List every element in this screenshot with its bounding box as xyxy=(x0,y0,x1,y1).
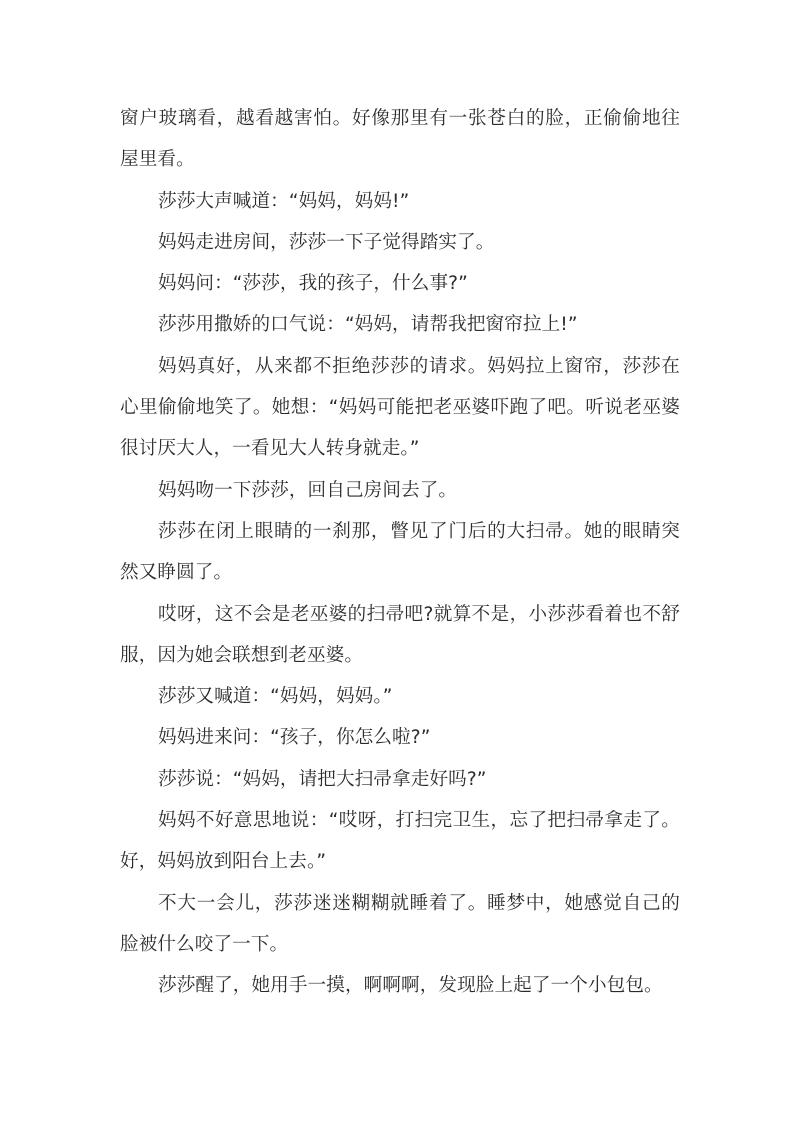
paragraph-6: 妈妈真好，从来都不拒绝莎莎的请求。妈妈拉上窗帘，莎莎在心里偷偷地笑了。她想：“妈妈可能把老巫婆吓跑了吧。听说老巫婆很讨厌大人，一看见大人转身就走。” xyxy=(120,355,680,460)
paragraph-9: 哎呀，这不会是老巫婆的扫帚吧?就算不是，小莎莎看着也不舒服，因为她会联想到老巫婆。 xyxy=(120,603,680,666)
paragraph-11: 妈妈进来问：“孩子，你怎么啦?” xyxy=(158,727,431,749)
paragraph-4: 妈妈问：“莎莎，我的孩子，什么事?” xyxy=(158,273,468,295)
paragraph-12: 莎莎说：“妈妈，请把大扫帚拿走好吗?” xyxy=(158,768,487,790)
paragraph-14: 不大一会儿，莎莎迷迷糊糊就睡着了。睡梦中，她感觉自己的脸被什么咬了一下。 xyxy=(120,892,680,955)
paragraph-1: 窗户玻璃看，越看越害怕。好像那里有一张苍白的脸，正偷偷地往屋里看。 xyxy=(120,108,680,171)
paragraph-10: 莎莎又喊道：“妈妈，妈妈。” xyxy=(158,686,393,708)
paragraph-3: 妈妈走进房间，莎莎一下子觉得踏实了。 xyxy=(158,231,495,253)
paragraph-7: 妈妈吻一下莎莎，回自己房间去了。 xyxy=(158,479,458,501)
paragraph-5: 莎莎用撒娇的口气说：“妈妈，请帮我把窗帘拉上!” xyxy=(158,314,578,336)
paragraph-15: 莎莎醒了，她用手一摸，啊啊啊，发现脸上起了一个小包包。 xyxy=(158,975,663,997)
paragraph-13: 妈妈不好意思地说：“哎呀，打扫完卫生，忘了把扫帚拿走了。好，妈妈放到阳台上去。” xyxy=(120,810,680,873)
paragraph-2: 莎莎大声喊道：“妈妈，妈妈!” xyxy=(158,190,410,212)
paragraph-8: 莎莎在闭上眼睛的一刹那，瞥见了门后的大扫帚。她的眼睛突然又睁圆了。 xyxy=(120,520,680,584)
story-text xyxy=(120,98,680,1007)
